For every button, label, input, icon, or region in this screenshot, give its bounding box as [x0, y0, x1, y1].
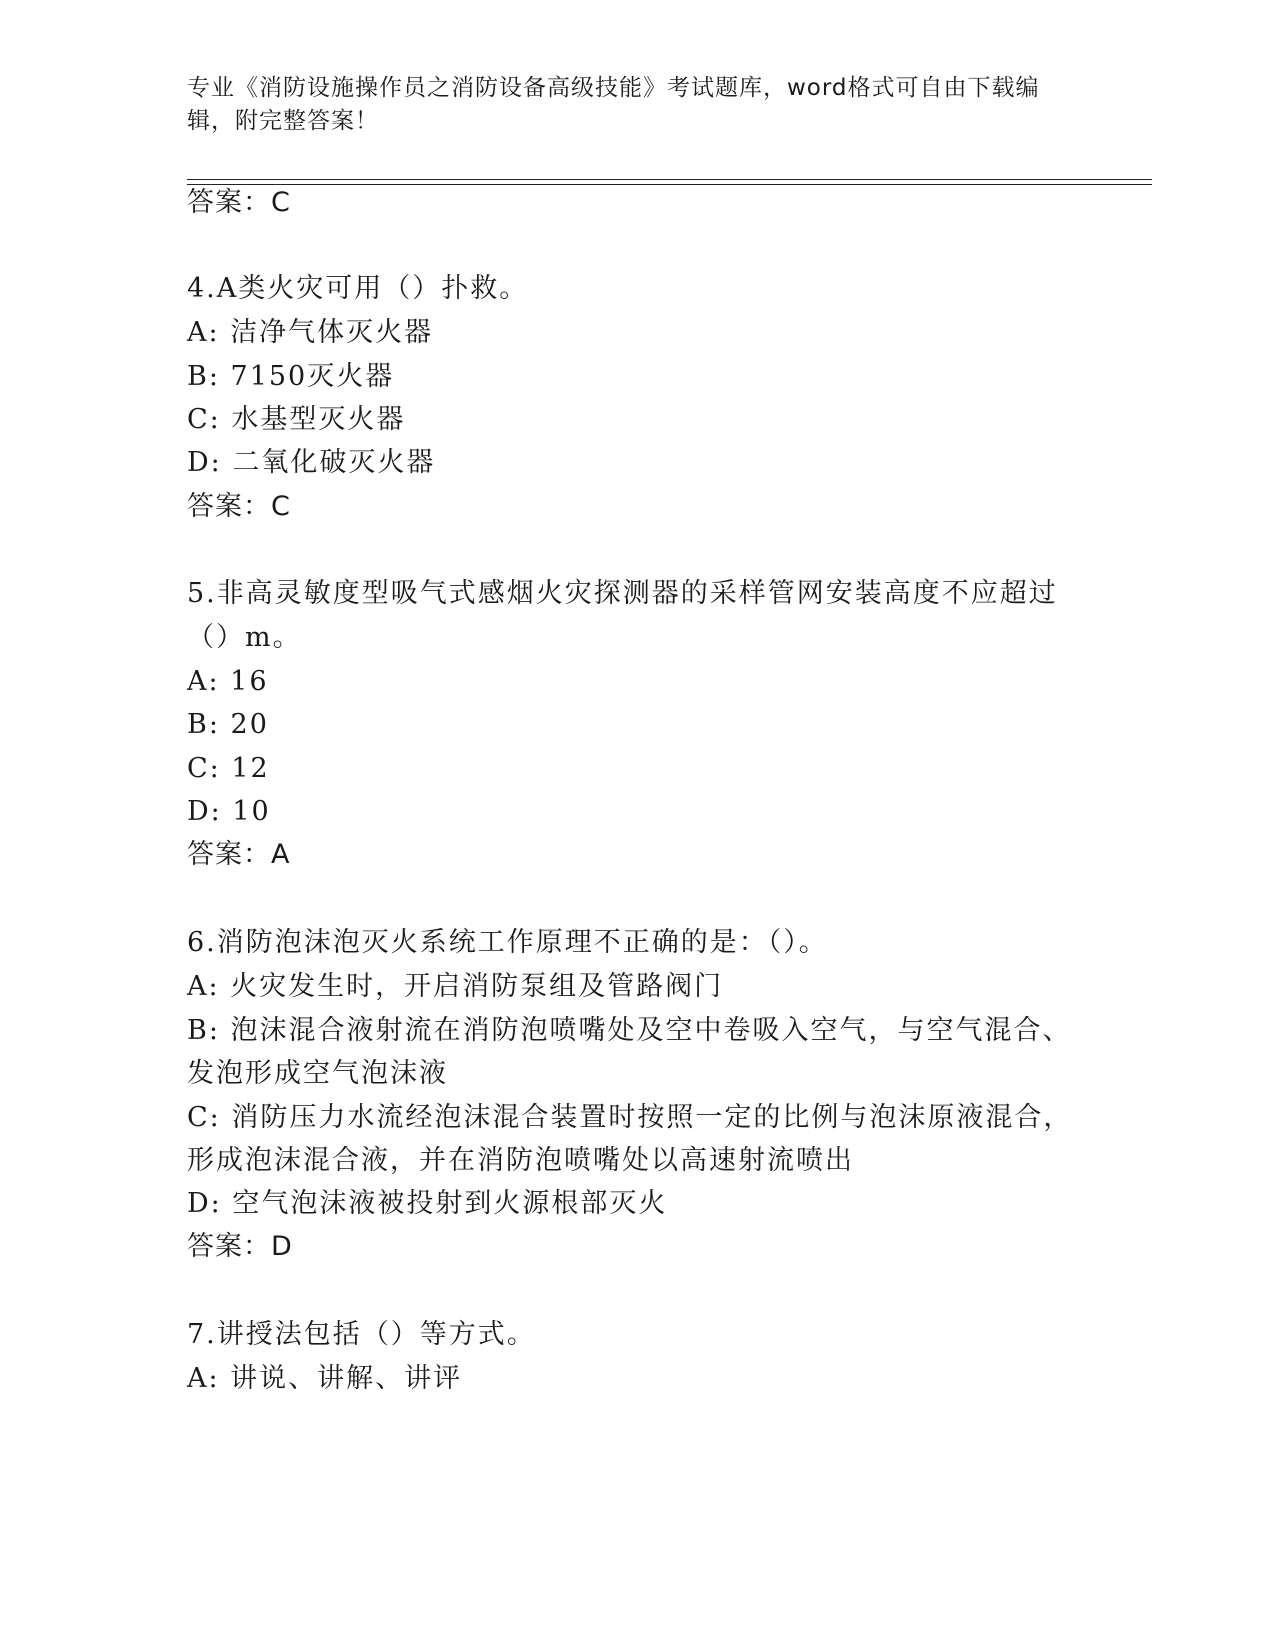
q5-answer: 答案：A: [187, 839, 291, 870]
q5-option-b: B: 20: [187, 709, 269, 740]
header-divider-bottom: [187, 184, 1152, 185]
q6-answer: 答案：D: [187, 1231, 293, 1262]
header-line-2: 辑，附完整答案！: [187, 108, 379, 134]
q7-stem: 7.讲授法包括（）等方式。: [187, 1319, 536, 1350]
q5-option-a: A: 16: [187, 666, 269, 697]
header-line-1: 专业《消防设施操作员之消防设备高级技能》考试题库，word格式可自由下载编: [187, 75, 1040, 101]
q4-option-a: A: 洁净气体灭火器: [187, 317, 434, 348]
q6-option-b-line-1: B: 泡沫混合液射流在消防泡喷嘴处及空中卷吸入空气，与空气混合、: [187, 1015, 1072, 1046]
q5-option-c: C: 12: [187, 753, 270, 784]
document-header: [187, 72, 1067, 138]
q5-stem-line-1: 5.非高灵敏度型吸气式感烟火灾探测器的采样管网安装高度不应超过: [187, 578, 1058, 609]
q4-option-c: C: 水基型灭火器: [187, 404, 406, 435]
q4-option-b: B: 7150灭火器: [187, 361, 395, 392]
answer-previous: 答案：C: [187, 187, 291, 218]
q6-stem: 6.消防泡沫泡灭火系统工作原理不正确的是：（）。: [187, 927, 828, 958]
q4-answer: 答案：C: [187, 491, 291, 522]
q4-stem: 4.A类火灾可用（）扑救。: [187, 273, 529, 304]
q6-option-d: D: 空气泡沫液被投射到火源根部灭火: [187, 1188, 668, 1219]
q6-option-c-line-1: C: 消防压力水流经泡沫混合装置时按照一定的比例与泡沫原液混合，: [187, 1102, 1073, 1133]
q4-option-d: D: 二氧化破灭火器: [187, 447, 436, 478]
q5-stem-line-2: （）m。: [187, 622, 302, 653]
q6-option-b-line-2: 发泡形成空气泡沫液: [187, 1058, 448, 1089]
header-divider-top: [187, 179, 1152, 180]
q6-option-a: A: 火灾发生时，开启消防泵组及管路阀门: [187, 971, 724, 1002]
q5-option-d: D: 10: [187, 796, 271, 827]
q7-option-a: A: 讲说、讲解、讲评: [187, 1363, 463, 1394]
q6-option-c-line-2: 形成泡沫混合液，并在消防泡喷嘴处以高速射流喷出: [187, 1145, 854, 1176]
